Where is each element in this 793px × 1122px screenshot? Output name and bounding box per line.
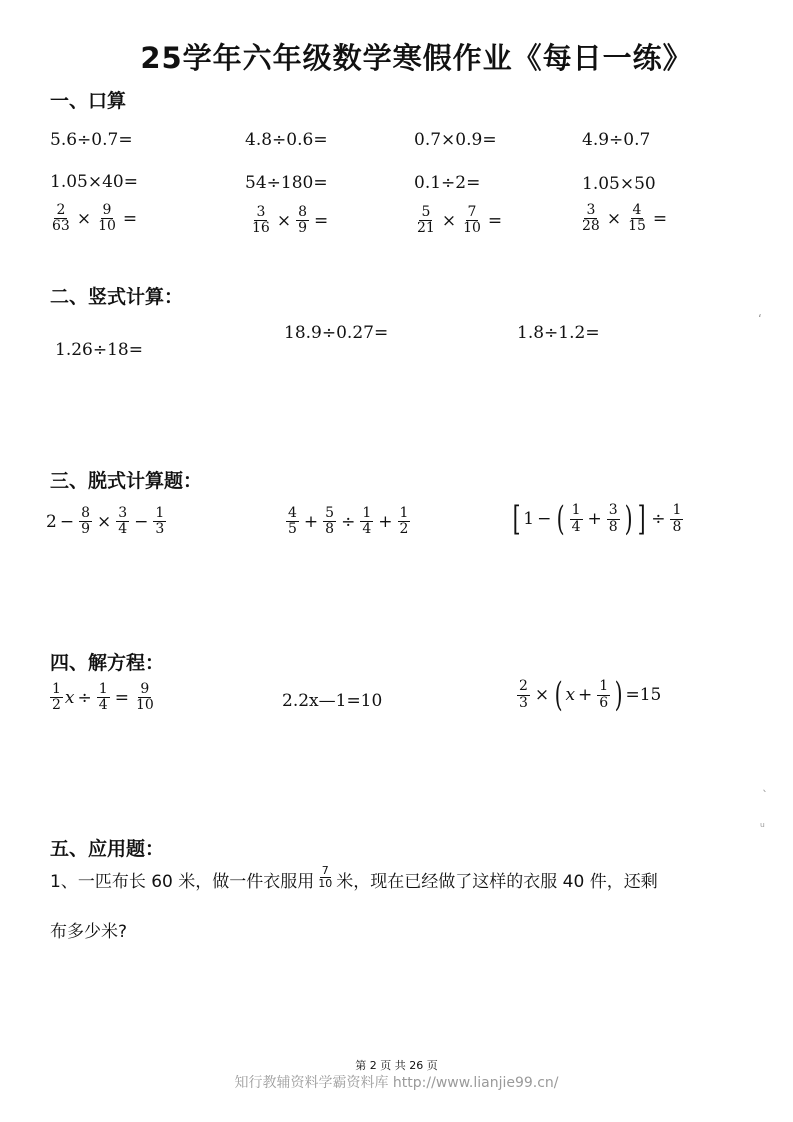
oral-item: 4.8÷0.6= <box>245 130 328 150</box>
section-heading-stepwise: 三、脱式计算题： <box>50 470 203 492</box>
scan-mark: ʻ <box>758 312 762 326</box>
word-problem-line-2: 布多少米? <box>50 922 128 942</box>
vertical-item: 18.9÷0.27= <box>284 323 389 343</box>
stepwise-expression-2: $\frac{4}{5}$ + $\frac{5}{8}$ ÷ $\frac{1}{4}$ + $\frac{1}{2}$ <box>288 505 409 538</box>
oral-item: 4.9÷0.7 <box>582 130 651 150</box>
stepwise-expression-1: 2 − $\frac{8}{9}$ × $\frac{3}{4}$ − $\frac{1}{3}$ <box>46 505 165 538</box>
vertical-item: 1.26÷18= <box>55 340 143 360</box>
oral-fraction-item: $\frac{2}{63}$ × $\frac{9}{10}$ = <box>52 202 138 235</box>
oral-item: 1.05×50 <box>582 174 656 194</box>
oral-fraction-item: $\frac{3}{28}$ × $\frac{4}{15}$ = <box>582 202 668 235</box>
stepwise-expression-3: [ 1 − ( $\frac{1}{4}$ + $\frac{3}{8}$ ) ] ÷ $\frac{1}{8}$ <box>512 499 682 539</box>
equation-3: $\frac{2}{3}$ × ( x + $\frac{1}{6}$ ) =15 <box>519 675 662 715</box>
oral-item: 0.7×0.9= <box>414 130 497 150</box>
page-number: 第 2 页 共 26 页 <box>355 1059 438 1072</box>
oral-item: 0.1÷2= <box>414 173 481 193</box>
watermark-site: 知行教辅资料学霸资料库 http://www.lianjie99.cn/ <box>234 1075 559 1091</box>
oral-fraction-item: $\frac{3}{16}$ × $\frac{8}{9}$ = <box>252 204 329 237</box>
word-problem-fraction: $\frac{7}{10}$ <box>318 864 333 891</box>
scan-mark: ˎ <box>762 778 768 792</box>
word-problem-line-1: 1、一匹布长 60 米，做一件衣服用 $\frac{7}{10}$ 米，现在已经做了这样的衣服 40 件，还剩 <box>50 864 658 892</box>
equation-2: 2.2x—1=10 <box>282 691 383 711</box>
oral-item: 54÷180= <box>245 173 328 193</box>
section-heading-word-problem: 五、应用题： <box>50 838 165 860</box>
section-heading-vertical: 二、竖式计算： <box>50 286 184 308</box>
equation-1: $\frac{1}{2}$ x ÷ $\frac{1}{4}$ = $\frac{9}{10}$ <box>52 681 154 714</box>
oral-fraction-item: $\frac{5}{21}$ × $\frac{7}{10}$ = <box>417 204 503 237</box>
section-heading-oral: 一、口算 <box>50 90 127 112</box>
page-title: 25学年六年级数学寒假作业《每日一练》 <box>140 41 693 75</box>
oral-item: 5.6÷0.7= <box>50 130 133 150</box>
oral-item: 1.05×40= <box>50 172 138 192</box>
scan-mark: ᵤ <box>760 816 765 830</box>
section-heading-equations: 四、解方程： <box>50 652 165 674</box>
vertical-item: 1.8÷1.2= <box>517 323 600 343</box>
